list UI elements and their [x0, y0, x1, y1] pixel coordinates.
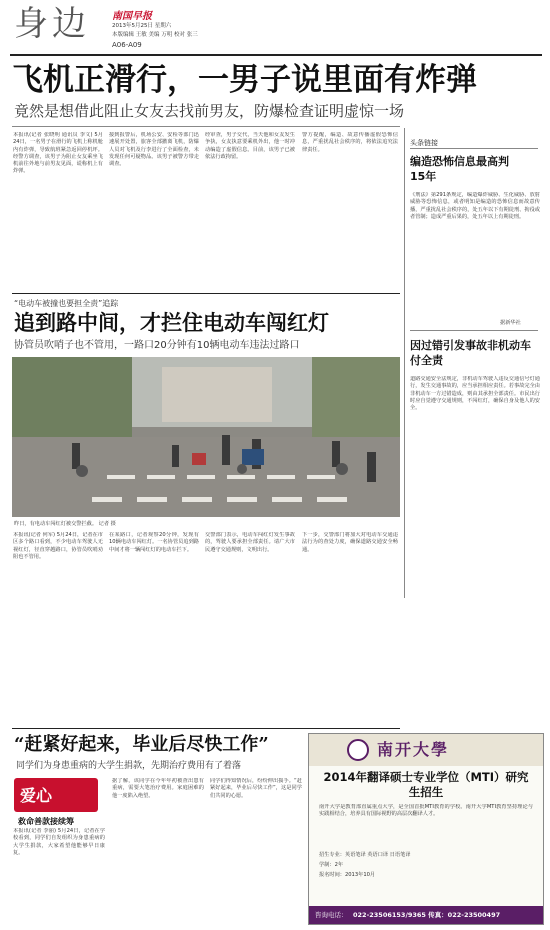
story3-logo-text: 爱心: [20, 786, 53, 805]
story3-col2: 据了解，该同学在今年年初被查出患有重病，需要大笔治疗费用。家庭困难的他一度陷入绝望。: [112, 778, 204, 799]
ad-university-name: 南开大學: [377, 740, 450, 759]
sidebar-tag-rule: [410, 148, 538, 149]
story1-col4: 警方提醒，编造、故意传播虚假恐怖信息，严重扰乱社会秩序的，将依法追究法律责任。: [302, 132, 398, 153]
story3-logo-title: 救命善款接续筹: [18, 817, 74, 826]
ad-body: 南开大学是教育部直属重点大学，是全国首批MTI教育的学校。南开大学MTI教育坚持理论与实践相结合，培养具有国际视野的高层次翻译人才。: [319, 804, 533, 818]
story1-col2: 接到报警后，机场公安、安检等部门迅速展开处置，旅客全部撤离飞机，防爆人员对飞机及行李进行了全面检查，未发现任何可疑物品。该男子被警方带走调查。: [109, 132, 199, 168]
sidebar-body2: 道路交通安全法规定，非机动车驾驶人违反交通信号灯通行，发生交通事故的，应当承担相应责任。若事故完全由非机动车一方过错造成，则由其承担全部责任。市民出行时应自觉遵守交通规则，不闯红灯，确保自身及他人的安全。: [410, 376, 540, 412]
sidebar-headline: 编造恐怖信息最高判15年: [410, 155, 509, 183]
sidebar-body: 《刑法》第291条规定，编造爆炸威胁、生化威胁、放射威胁等恐怖信息，或者明知是编造的恐怖信息而故意传播，严重扰乱社会秩序的，处五年以下有期徒刑、拘役或者管制；造成严重后果的，处五年以上有期徒刑。: [410, 192, 540, 220]
editor-line: 本版编辑 王敏 美编 万明 校对 张三: [112, 32, 198, 38]
ad-item-2: 学制：2年: [319, 862, 344, 868]
story3-headline: “赶紧好起来，毕业后尽快工作”: [14, 734, 269, 755]
story1-divider: [12, 126, 400, 127]
story3-col1: 本报讯(记者 李丽) 5月24日，记者在学校看到，同学们自发组织为身患重病的大学生捐款，大家希望他能够早日康复。: [13, 828, 105, 856]
story2-photo: [12, 357, 400, 517]
story3-subheadline: 同学们为身患重病的大学生捐款，先期治疗费用有了着落: [16, 761, 242, 771]
story3-top-rule: [12, 728, 400, 729]
story2-col1: 本报讯(记者 何军) 5月24日，记者在市区多个路口看到，不少电动车驾驶人无视红灯，径直穿越路口，协管员吹哨劝阻也不管用。: [13, 532, 103, 560]
ad-item-1: 招生专业：英语笔译 英语口译 日语笔译: [319, 852, 411, 858]
story2-col3: 交警部门表示，电动车闯红灯发生事故的，驾驶人要承担全部责任。请广大市民遵守交通规则，文明出行。: [205, 532, 295, 553]
section-title: 身边: [14, 4, 90, 44]
sidebar-headline2: 因过错引发事故非机动车付全责: [410, 339, 531, 367]
sidebar-rule2: [410, 330, 538, 331]
street-scene-image: [12, 357, 400, 517]
ad-phone-label: 咨询电话：: [315, 911, 348, 919]
story2-col2: 在某路口，记者观察20分钟，发现有10辆电动车闯红灯。一名协管员追到路中间才将一辆闯红灯的电动车拦下。: [109, 532, 199, 553]
sidebar-signature: 据新华社: [500, 320, 521, 326]
story1-col1: 本报讯(记者 张晓明 通讯员 李文) 5月24日，一名男子在滑行的飞机上称机舱内有炸弹，导致航班紧急返回停机坪。经警方调查，该男子为阻止女友乘坐飞机前往外地与前男友见面，谎称机上有炸弹。: [13, 132, 103, 175]
story2-top-rule: [12, 293, 400, 294]
story2-photo-caption: 昨日，有电动车闯红灯被交警拦截。 记者 摄: [14, 521, 116, 527]
story3-logo: [14, 778, 98, 812]
ad-item-3: 报名时间：2013年10月: [319, 872, 376, 878]
page-range: A06-A09: [112, 41, 142, 49]
ad-phone-number: 022-23506153/9365 传真：022-23500497: [353, 911, 501, 919]
story1-col3: 经审查，男子交代，当天他和女友发生争执，女友执意要乘机外出，他一时冲动编造了虚假信息。目前，该男子已被依法行政拘留。: [205, 132, 295, 160]
sidebar-tag: 头条链接: [410, 139, 438, 147]
ad-phone-bar: [309, 906, 543, 924]
university-ad: [308, 733, 544, 925]
university-seal-icon: [347, 739, 369, 761]
story2-kicker: “电动车被撞也要担全责”追踪: [14, 299, 119, 308]
masthead-rule: [10, 54, 542, 56]
story1-subheadline: 竟然是想借此阻止女友去找前男友，防爆检查证明虚惊一场: [14, 102, 405, 120]
ad-title: 2014年翻译硕士专业学位（MTI）研究生招生: [323, 770, 529, 799]
story2-subheadline: 协管员吹哨子也不管用，一路口20分钟有10辆电动车违法过路口: [14, 340, 300, 351]
story3-col3: 同学们得知情况后，纷纷伸出援手。“赶紧好起来，毕业后尽快工作”，这是同学们共同的心愿。: [210, 778, 302, 799]
sidebar-divider: [404, 128, 405, 598]
date-line: 2013年5月25日 星期六: [112, 23, 172, 29]
story1-headline: 飞机正滑行，一男子说里面有炸弹: [12, 62, 477, 98]
story2-col4: 下一步，交警部门将加大对电动车交通违法行为的查处力度，确保道路交通安全畅通。: [302, 532, 398, 553]
paper-logo: 南国早报: [112, 11, 152, 22]
story2-headline: 追到路中间，才拦住电动车闯红灯: [14, 310, 329, 335]
